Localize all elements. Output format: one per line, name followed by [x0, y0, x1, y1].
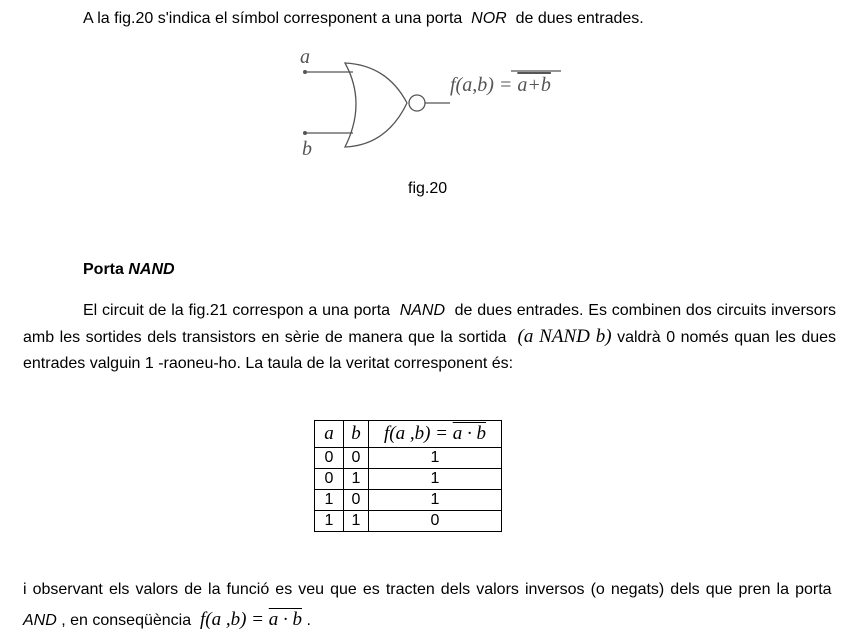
input-b-label: b [302, 138, 312, 160]
input-b-terminal [303, 131, 307, 135]
intro-text-before: A la fig.20 s'indica el símbol corresponent a una porta [83, 10, 463, 27]
conclusion-paragraph [23, 575, 836, 636]
conclusion-gate-name: AND [23, 612, 57, 629]
paragraph-math: (a NAND b) [517, 326, 612, 347]
paragraph-text-2: de dues entrades. Es combinen dos circuits inversors amb les sortides dels transistors en sèrie de manera que la sortida [23, 302, 837, 346]
conclusion-text-2: , en conseqüència [61, 612, 192, 629]
intro-text-after: de dues entrades. [515, 10, 644, 27]
nand-paragraph [23, 298, 836, 377]
heading-gate-name: NAND [128, 261, 175, 278]
conclusion-end: . [306, 612, 311, 629]
table-row [315, 511, 502, 532]
table-row [315, 448, 502, 469]
header-function [369, 421, 502, 448]
cell-a: 1 [315, 490, 344, 511]
cell-a: 1 [315, 511, 344, 532]
input-a-terminal [303, 70, 307, 74]
output-prefix: f(a,b) = [450, 74, 518, 96]
output-function-label [450, 74, 551, 96]
nor-gate-body [345, 63, 407, 147]
conclusion-math-prefix: f(a ,b) = [200, 609, 269, 630]
inversion-bubble [409, 95, 425, 111]
conclusion-math [200, 609, 302, 630]
cell-b: 1 [344, 511, 369, 532]
header-b: b [344, 421, 369, 448]
table-row [315, 469, 502, 490]
conclusion-text-1: i observant els valors de la funció es veu que es tracten dels valors inversos (o negats) dels que pren la porta [23, 581, 832, 598]
cell-b: 0 [344, 448, 369, 469]
section-heading [83, 261, 175, 279]
truth-table-header [315, 421, 502, 448]
paragraph-gate-name: NAND [399, 302, 446, 319]
cell-a: 0 [315, 469, 344, 490]
table-row [315, 490, 502, 511]
paragraph-body [23, 298, 836, 377]
cell-b: 1 [344, 469, 369, 490]
input-a-label: a [300, 46, 310, 68]
cell-f: 1 [369, 448, 502, 469]
cell-f: 0 [369, 511, 502, 532]
header-a: a [315, 421, 344, 448]
paragraph-text-3: valdrà 0 només quan les dues entrades valguin 1 -raoneu-ho. La taula de la veritat corresponent és: [23, 329, 837, 372]
cell-b: 0 [344, 490, 369, 511]
intro-gate-name: NOR [471, 10, 507, 27]
intro-line [83, 10, 644, 28]
heading-prefix: Porta [83, 261, 129, 278]
header-function-prefix: f(a ,b) = [383, 423, 453, 444]
conclusion-math-expr: a · b [268, 609, 303, 630]
output-expression: a+b [517, 74, 551, 96]
cell-f: 1 [369, 490, 502, 511]
cell-a: 0 [315, 448, 344, 469]
header-function-expr: a · b [452, 423, 486, 444]
truth-table [314, 420, 502, 532]
nor-gate-figure [295, 45, 570, 163]
paragraph-text-1: El circuit de la fig.21 correspon a una porta [83, 302, 391, 319]
figure-caption: fig.20 [408, 180, 448, 197]
cell-f: 1 [369, 469, 502, 490]
